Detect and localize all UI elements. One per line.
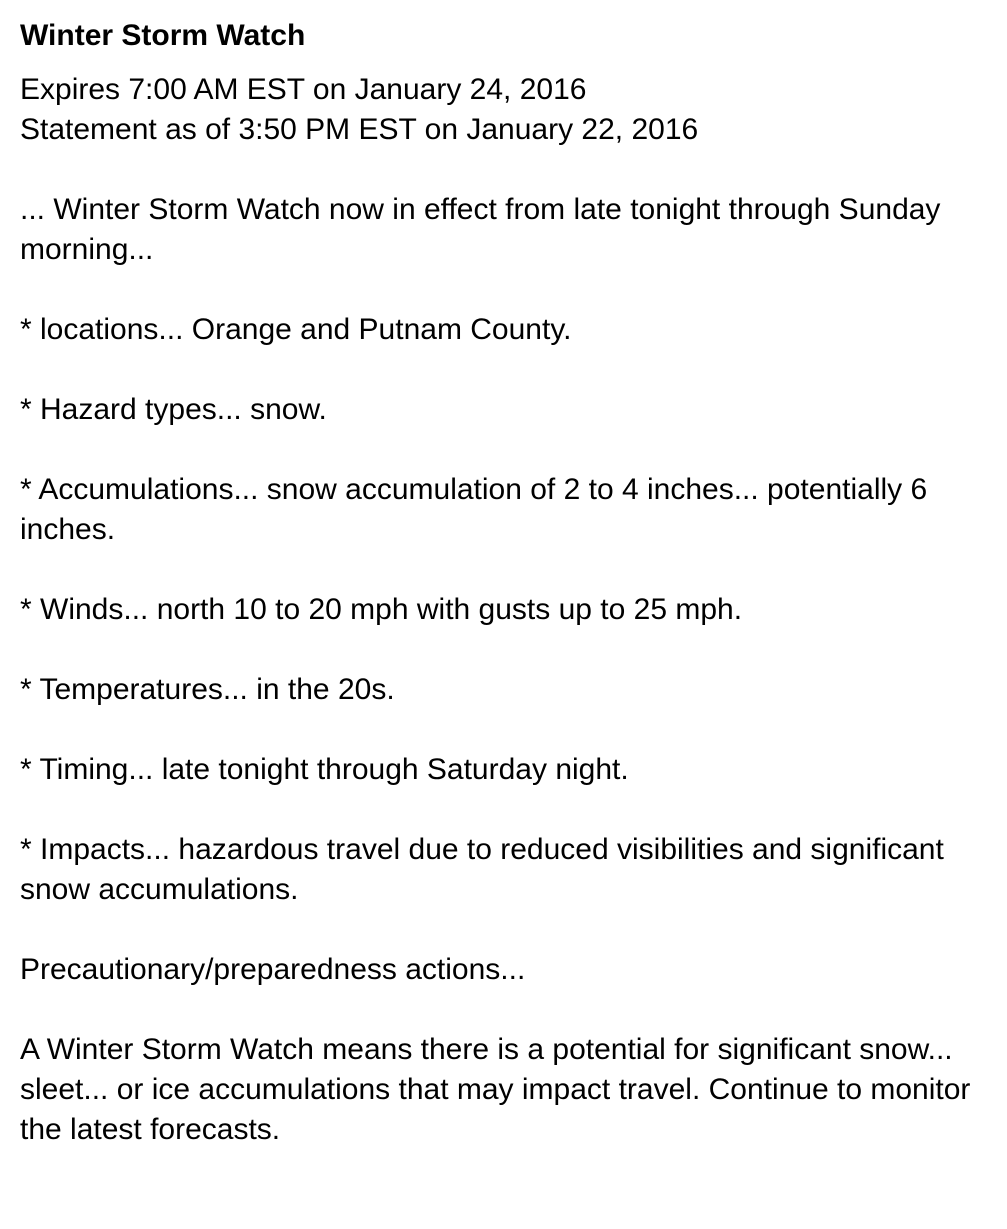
- bullet-hazard-types: * Hazard types... snow.: [20, 393, 327, 426]
- bullet-temperatures: * Temperatures... in the 20s.: [20, 673, 395, 706]
- bullet-impacts: * Impacts... hazardous travel due to reduced visibilities and significant snow accumulations.: [20, 833, 944, 906]
- spacer: [20, 910, 980, 950]
- bullet-winds: * Winds... north 10 to 20 mph with gusts up to 25 mph.: [20, 593, 743, 626]
- spacer: [20, 350, 980, 390]
- headline-text: ... Winter Storm Watch now in effect from late tonight through Sunday morning...: [20, 193, 941, 266]
- spacer: [20, 150, 980, 190]
- spacer: [20, 630, 980, 670]
- alert-document: [20, 16, 980, 1150]
- spacer: [20, 550, 980, 590]
- statement-time: Statement as of 3:50 PM EST on January 22, 2016: [20, 113, 699, 146]
- spacer: [20, 430, 980, 470]
- spacer: [20, 990, 980, 1030]
- alert-title: Winter Storm Watch: [20, 19, 306, 52]
- spacer: [20, 790, 980, 830]
- actions-text: A Winter Storm Watch means there is a potential for significant snow... sleet... or ice accumulations that may impact travel. Continue to monitor the latest forecasts.: [20, 1033, 971, 1146]
- bullet-accumulations: * Accumulations... snow accumulation of 2 to 4 inches... potentially 6 inches.: [20, 473, 928, 546]
- bullet-timing: * Timing... late tonight through Saturday night.: [20, 753, 629, 786]
- bullet-locations: * locations... Orange and Putnam County.: [20, 313, 572, 346]
- spacer: [20, 710, 980, 750]
- spacer: [20, 270, 980, 310]
- actions-heading: Precautionary/preparedness actions...: [20, 953, 526, 986]
- expires-text: Expires 7:00 AM EST on January 24, 2016: [20, 73, 587, 106]
